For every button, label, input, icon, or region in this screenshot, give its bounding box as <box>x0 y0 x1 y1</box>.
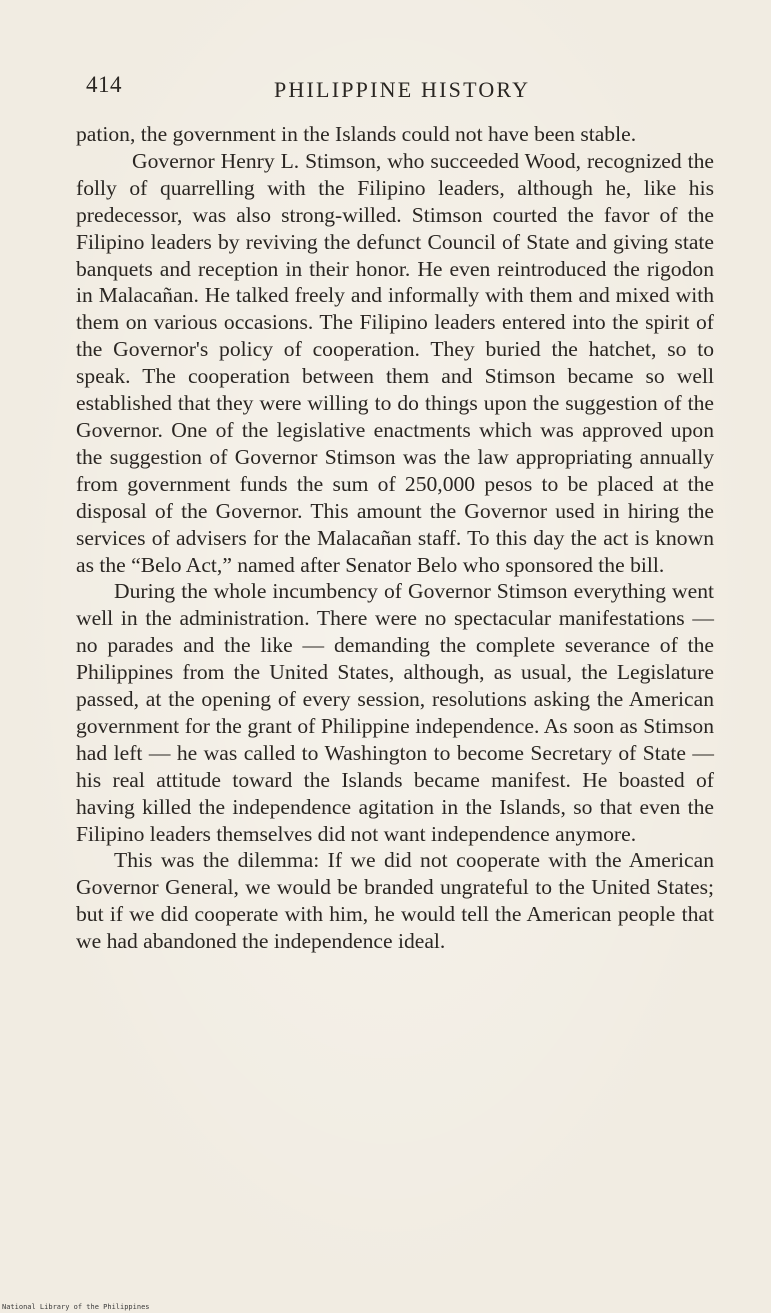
page-number: 414 <box>86 72 122 97</box>
running-title: PHILIPPINE HISTORY <box>274 77 531 102</box>
paragraph-stimson-incumbency: During the whole incumbency of Governor Stimson everything went well in the administration. There were no spectacular manifestations — no parades and the like — demanding the complete severance of the Philippines from the United States, although, as usual, the Legislature passed, at the opening of every session, resolutions asking the American government for the grant of Philippine independence. As soon as Stimson had left — he was called to Washington to become Secretary of State — his real attitude toward the Islands became manifest. He boasted of having killed the independence agitation in the Islands, so that even the Filipino leaders themselves did not want independence anymore. <box>76 579 714 846</box>
paragraph-dilemma: This was the dilemma: If we did not cooperate with the American Governor General, we would be branded ungrateful to the United States; but if we did cooperate with him, he would tell the American people that we had abandoned the independence ideal. <box>76 848 714 954</box>
library-credit: National Library of the Philippines <box>2 1303 150 1311</box>
body-text <box>76 121 714 955</box>
page-header <box>86 72 716 112</box>
paragraph-continuation: pation, the government in the Islands could not have been stable. <box>76 122 637 146</box>
paragraph-stimson-policy: Governor Henry L. Stimson, who succeeded Wood, recognized the folly of quarrelling with the Filipino leaders, although he, like his predecessor, was also strong-willed. Stimson courted the favor of the Filipino leaders by reviving the defunct Council of State and giving state banquets and reception in their honor. He even reintroduced the rigodon in Malacañan. He talked freely and informally with them and mixed with them on various occasions. The Filipino leaders entered into the spirit of the Governor's policy of cooperation. They buried the hatchet, so to speak. The cooperation between them and Stimson became so well established that they were willing to do things upon the suggestion of the Governor. One of the legislative enactments which was approved upon the suggestion of Governor Stimson was the law appropriating annually from government funds the sum of 250,000 pesos to be placed at the disposal of the Governor. This amount the Governor used in hiring the services of advisers for the Malacañan staff. To this day the act is known as the “Belo Act,” named after Senator Belo who sponsored the bill. <box>76 148 714 577</box>
